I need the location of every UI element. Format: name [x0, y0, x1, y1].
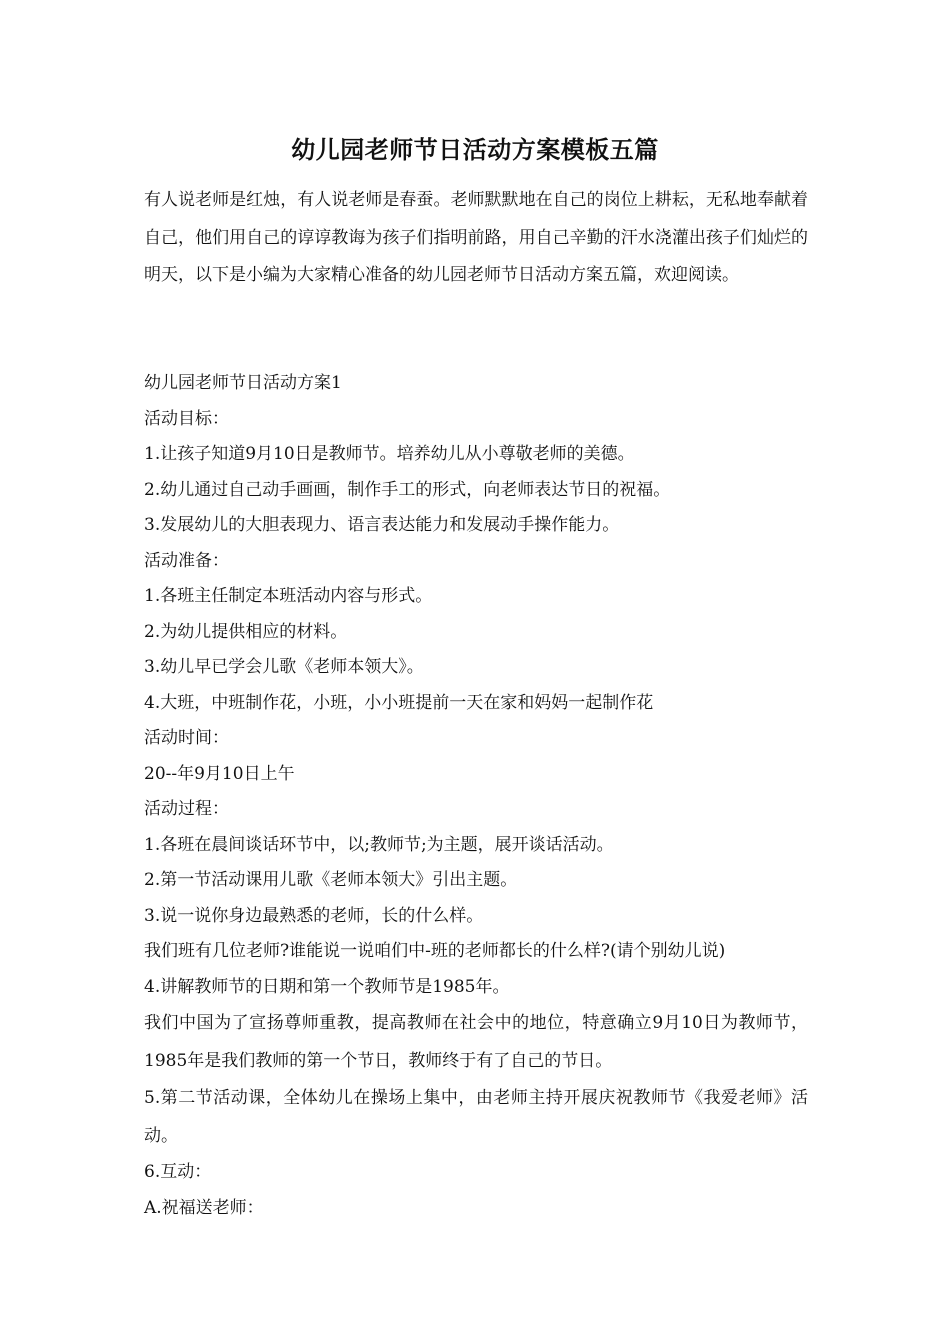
- text-paragraph: 5.第二节活动课，全体幼儿在操场上集中，由老师主持开展庆祝教师节《我爱老师》活动。: [144, 1088, 808, 1146]
- text-line: 1.各班主任制定本班活动内容与形式。: [144, 586, 433, 606]
- text-line: 4.大班，中班制作花，小班，小小班提前一天在家和妈妈一起制作花: [144, 692, 654, 713]
- text-line: 活动目标：: [144, 408, 229, 429]
- text-line: 我们班有几位老师?谁能说一说咱们中-班的老师都长的什么样?(请个别幼儿说): [144, 941, 726, 961]
- text-line: 2.第一节活动课用儿歌《老师本领大》引出主题。: [144, 870, 518, 890]
- text-line: 活动准备：: [144, 550, 229, 571]
- text-line: 1.各班在晨间谈话环节中，以;教师节;为主题，展开谈话活动。: [144, 834, 614, 855]
- text-line: A.祝福送老师：: [144, 1197, 264, 1218]
- text-line: 4.讲解教师节的日期和第一个教师节是1985年。: [144, 976, 510, 997]
- text-line: 3.发展幼儿的大胆表现力、语言表达能力和发展动手操作能力。: [144, 515, 620, 535]
- section-heading: 幼儿园老师节日活动方案1: [144, 373, 342, 393]
- text-line: 20--年9月10日上午: [144, 763, 295, 784]
- text-line: 3.幼儿早已学会儿歌《老师本领大》。: [144, 657, 424, 677]
- document-body: [144, 366, 808, 1226]
- text-line: 3.说一说你身边最熟悉的老师，长的什么样。: [144, 905, 484, 926]
- text-line: 活动时间：: [144, 728, 229, 748]
- text-line: 活动过程：: [144, 799, 229, 819]
- intro-paragraph: 有人说老师是红烛，有人说老师是春蚕。老师默默地在自己的岗位上耕耘，无私地奉献着自己，他们用自己的谆谆教诲为孩子们指明前路，用自己辛勤的汗水浇灌出孩子们灿烂的明天，以下是小编为大家精心准备的幼儿园老师节日活动方案五篇，欢迎阅读。: [144, 190, 808, 285]
- text-line: 6.互动：: [144, 1162, 212, 1182]
- text-line: 2.幼儿通过自己动手画画，制作手工的形式，向老师表达节日的祝福。: [144, 479, 671, 500]
- text-line: 1.让孩子知道9月10日是教师节。培养幼儿从小尊敬老师的美德。: [144, 444, 635, 464]
- text-paragraph: 我们中国为了宣扬尊师重教，提高教师在社会中的地位，特意确立9月10日为教师节，1985年是我们教师的第一个节日，教师终于有了自己的节日。: [144, 1013, 808, 1071]
- document-title: 幼儿园老师节日活动方案模板五篇: [291, 135, 659, 164]
- text-line: 2.为幼儿提供相应的材料。: [144, 621, 348, 642]
